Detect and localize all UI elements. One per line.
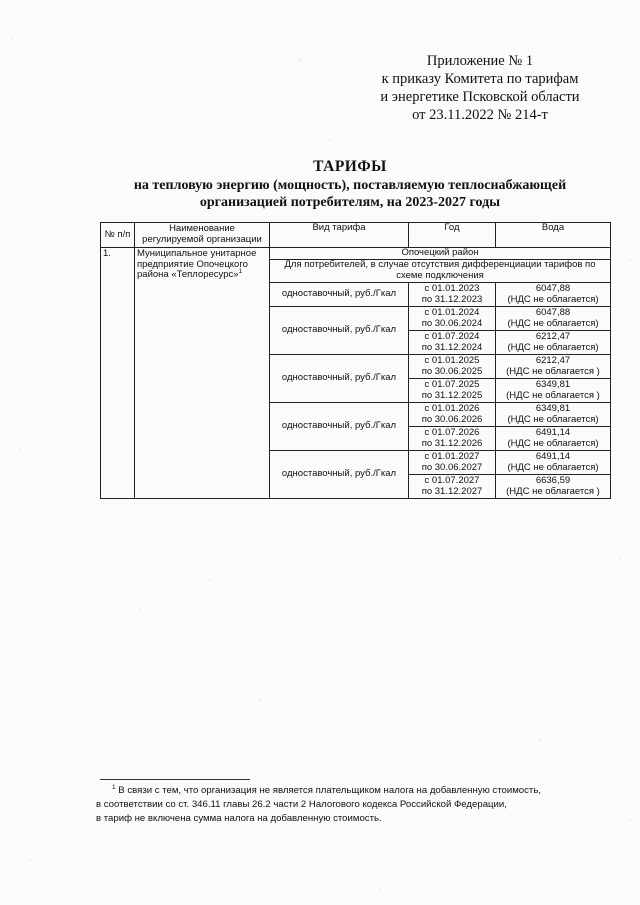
period-to: по 30.06.2025 xyxy=(421,365,483,377)
vat-note: (НДС не облагается) xyxy=(507,317,599,329)
title-line-2: организацией потребителям, на 2023-2027 годы xyxy=(199,195,501,210)
table-body xyxy=(101,248,611,499)
appendix-block xyxy=(340,52,620,124)
period-to: по 31.12.2025 xyxy=(421,389,483,401)
tariff-value-cell xyxy=(496,307,611,331)
period-to: по 31.12.2024 xyxy=(421,341,483,353)
period-to: по 30.06.2026 xyxy=(421,413,483,425)
tariff-value: 6636,59 xyxy=(535,474,571,486)
vat-note: (НДС не облагается ) xyxy=(506,389,600,401)
tariff-value-cell xyxy=(496,355,611,379)
vat-note: (НДС не облагается) xyxy=(507,341,599,353)
tariff-value-cell xyxy=(496,427,611,451)
period-cell xyxy=(409,475,496,499)
tariffs-table xyxy=(100,222,611,499)
vat-note: (НДС не облагается ) xyxy=(506,485,600,497)
header-org: Наименование регулируемой организации xyxy=(135,223,270,248)
tariff-value: 6491,14 xyxy=(535,426,571,438)
header-type: Вид тарифа xyxy=(270,223,409,248)
period-from: с 01.07.2024 xyxy=(424,330,480,342)
tariff-value-cell xyxy=(496,475,611,499)
period-from: с 01.01.2027 xyxy=(424,450,480,462)
vat-note: (НДС не облагается) xyxy=(507,413,599,425)
appendix-line-1: Приложение № 1 xyxy=(426,53,534,69)
period-to: по 30.06.2024 xyxy=(421,317,483,329)
period-from: с 01.01.2025 xyxy=(424,354,480,366)
period-cell xyxy=(409,355,496,379)
footnote xyxy=(96,784,612,826)
footnote-text-3: в тариф не включена сумма налога на добавленную стоимость. xyxy=(96,813,382,824)
document-title xyxy=(60,158,640,211)
tariff-type-cell: одноставочный, руб./Гкал xyxy=(270,283,409,307)
period-from: с 01.01.2024 xyxy=(424,306,480,318)
appendix-line-4: от 23.11.2022 № 214-т xyxy=(412,107,548,123)
district-cell: Опочецкий район xyxy=(270,248,611,260)
vat-note: (НДС не облагается ) xyxy=(506,365,600,377)
tariff-value-cell xyxy=(496,379,611,403)
tariff-type-cell: одноставочный, руб./Гкал xyxy=(270,451,409,499)
title-main: ТАРИФЫ xyxy=(313,158,387,175)
org-name: Муниципальное унитарное предприятие Опочецкого района «Теплоресурс» xyxy=(137,248,257,281)
footnote-mark: 1 xyxy=(112,783,116,791)
period-cell xyxy=(409,307,496,331)
tariff-value: 6212,47 xyxy=(535,330,571,342)
tariff-value-cell xyxy=(496,403,611,427)
period-cell xyxy=(409,427,496,451)
tariff-value-cell xyxy=(496,283,611,307)
appendix-line-2: к приказу Комитета по тарифам xyxy=(381,71,579,87)
period-from: с 01.07.2026 xyxy=(424,426,480,438)
header-num: № п/п xyxy=(101,223,135,248)
period-to: по 31.12.2026 xyxy=(421,437,483,449)
title-line-1: на тепловую энергию (мощность), поставляемую теплоснабжающей xyxy=(133,178,567,193)
period-cell xyxy=(409,451,496,475)
tariff-type-cell: одноставочный, руб./Гкал xyxy=(270,403,409,451)
period-from: с 01.07.2027 xyxy=(424,474,480,486)
period-to: по 31.12.2023 xyxy=(421,293,483,305)
row-number: 1. xyxy=(101,248,135,499)
tariff-value: 6047,88 xyxy=(535,306,571,318)
footnote-text-2: в соответствии со ст. 346.11 главы 26.2 части 2 Налогового кодекса Российской Федерации, xyxy=(96,799,507,810)
tariff-type-cell: одноставочный, руб./Гкал xyxy=(270,355,409,403)
tariff-value: 6047,88 xyxy=(535,282,571,294)
footnote-separator xyxy=(100,779,250,780)
period-cell xyxy=(409,403,496,427)
period-from: с 01.01.2026 xyxy=(424,402,480,414)
period-cell xyxy=(409,379,496,403)
period-from: с 01.01.2023 xyxy=(424,282,480,294)
org-footnote-mark: 1 xyxy=(238,268,243,276)
tariff-value: 6212,47 xyxy=(535,354,571,366)
period-cell xyxy=(409,331,496,355)
table-row-district xyxy=(101,248,611,260)
period-to: по 31.12.2027 xyxy=(421,485,483,497)
appendix-line-3: и энергетике Псковской области xyxy=(380,89,580,105)
footnote-text-1: В связи с тем, что организация не является плательщиком налога на добавленную стоимость, xyxy=(118,785,541,796)
consumers-note: Для потребителей, в случае отсутствия дифференциации тарифов по схеме подключения xyxy=(270,260,611,283)
vat-note: (НДС не облагается) xyxy=(507,437,599,449)
vat-note: (НДС не облагается) xyxy=(507,461,599,473)
table-header-row xyxy=(101,223,611,248)
tariff-value-cell xyxy=(496,451,611,475)
tariff-value: 6349,81 xyxy=(535,402,571,414)
period-to: по 30.06.2027 xyxy=(421,461,483,473)
tariff-value: 6491,14 xyxy=(535,450,571,462)
tariff-type-cell: одноставочный, руб./Гкал xyxy=(270,307,409,355)
vat-note: (НДС не облагается) xyxy=(507,293,599,305)
period-cell xyxy=(409,283,496,307)
header-year: Год xyxy=(409,223,496,248)
tariff-value-cell xyxy=(496,331,611,355)
tariff-value: 6349,81 xyxy=(535,378,571,390)
period-from: с 01.07.2025 xyxy=(424,378,480,390)
org-name-cell xyxy=(135,248,270,499)
header-water: Вода xyxy=(496,223,611,248)
